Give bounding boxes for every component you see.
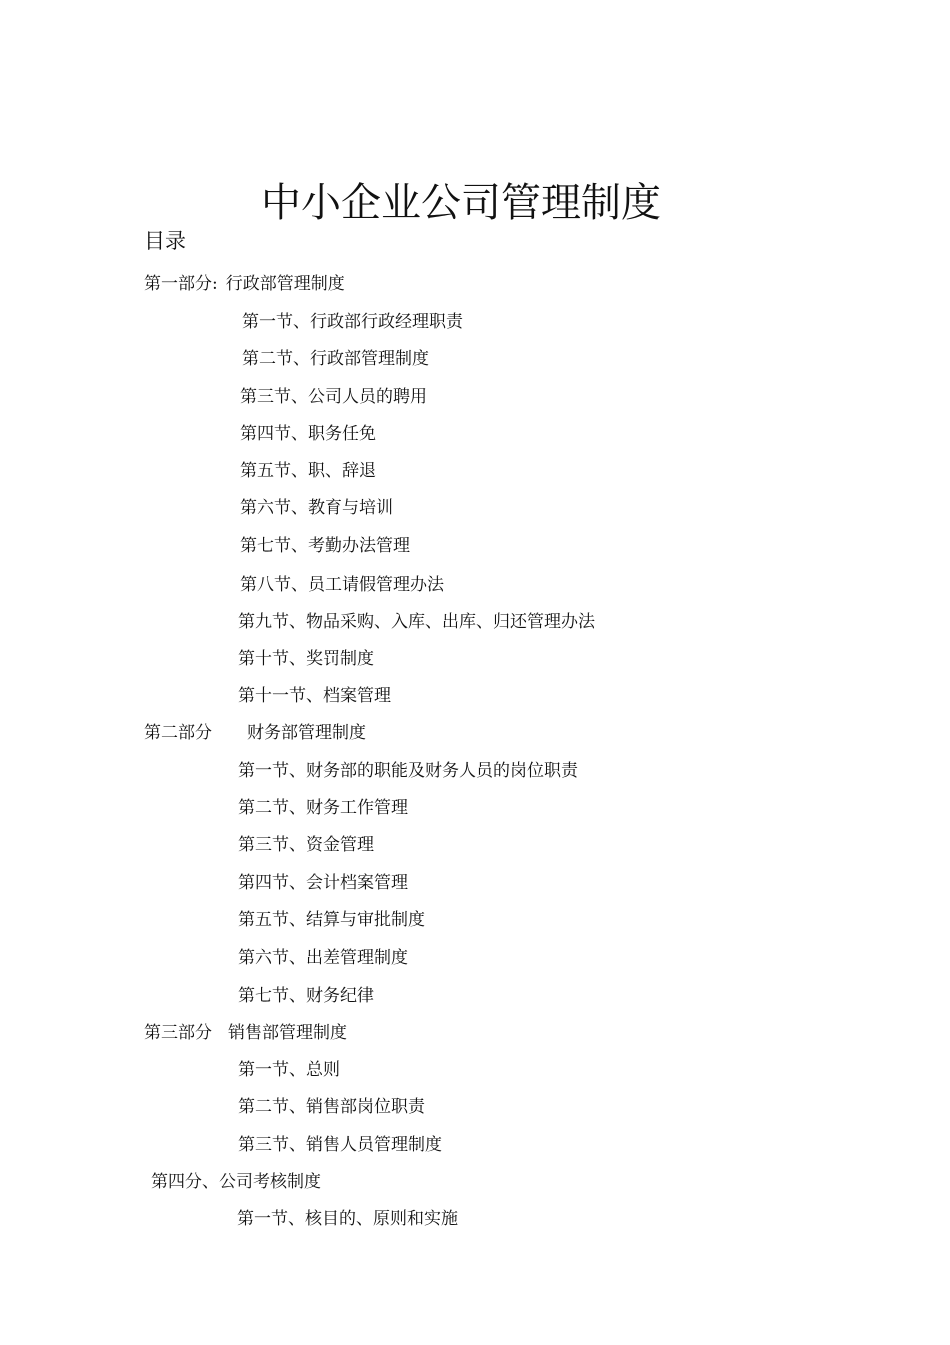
toc-part-1-label: 第一部分: bbox=[144, 274, 218, 294]
toc-section[interactable]: 第三节、资金管理 bbox=[238, 835, 374, 855]
toc-section[interactable]: 第七节、财务纪律 bbox=[238, 986, 374, 1006]
toc-section[interactable]: 第四节、职务任免 bbox=[240, 424, 376, 444]
toc-section[interactable]: 第六节、教育与培训 bbox=[240, 498, 393, 518]
toc-heading: 目录 bbox=[144, 229, 186, 253]
toc-part-1[interactable] bbox=[144, 272, 345, 296]
toc-section[interactable]: 第三节、销售人员管理制度 bbox=[238, 1135, 442, 1155]
toc-part-1-title: 行政部管理制度 bbox=[225, 274, 345, 294]
toc-section[interactable]: 第五节、职、辞退 bbox=[240, 461, 376, 481]
toc-part-3-title: 销售部管理制度 bbox=[228, 1023, 347, 1043]
toc-section[interactable]: 第八节、员工请假管理办法 bbox=[240, 575, 444, 595]
toc-section[interactable]: 第七节、考勤办法管理 bbox=[240, 536, 410, 556]
toc-part-3-label: 第三部分 bbox=[144, 1023, 212, 1043]
toc-part-2-title: 财务部管理制度 bbox=[247, 723, 366, 743]
toc-section[interactable]: 第二节、销售部岗位职责 bbox=[238, 1097, 425, 1117]
toc-part-2-label: 第二部分 bbox=[144, 723, 212, 743]
toc-section[interactable]: 第四节、会计档案管理 bbox=[238, 873, 408, 893]
toc-part-3[interactable] bbox=[144, 1021, 347, 1045]
toc-section[interactable]: 第十节、奖罚制度 bbox=[238, 649, 374, 669]
toc-section[interactable]: 第九节、物品采购、入库、出库、归还管理办法 bbox=[238, 612, 595, 632]
toc-section[interactable]: 第六节、出差管理制度 bbox=[238, 948, 408, 968]
toc-part-2[interactable] bbox=[144, 721, 366, 745]
toc-section[interactable]: 第五节、结算与审批制度 bbox=[238, 910, 425, 930]
document-title: 中小企业公司管理制度 bbox=[261, 179, 661, 226]
toc-section[interactable]: 第一节、财务部的职能及财务人员的岗位职责 bbox=[238, 761, 578, 781]
toc-section[interactable]: 第一节、行政部行政经理职责 bbox=[242, 312, 463, 332]
toc-section[interactable]: 第三节、公司人员的聘用 bbox=[240, 387, 427, 407]
toc-section[interactable]: 第一节、核目的、原则和实施 bbox=[237, 1209, 458, 1229]
toc-section[interactable]: 第二节、行政部管理制度 bbox=[242, 349, 429, 369]
toc-section[interactable]: 第十一节、档案管理 bbox=[238, 686, 391, 706]
toc-section[interactable]: 第二节、财务工作管理 bbox=[238, 798, 408, 818]
toc-section[interactable]: 第一节、总则 bbox=[238, 1060, 340, 1080]
toc-part-4[interactable]: 第四分、公司考核制度 bbox=[151, 1172, 321, 1192]
